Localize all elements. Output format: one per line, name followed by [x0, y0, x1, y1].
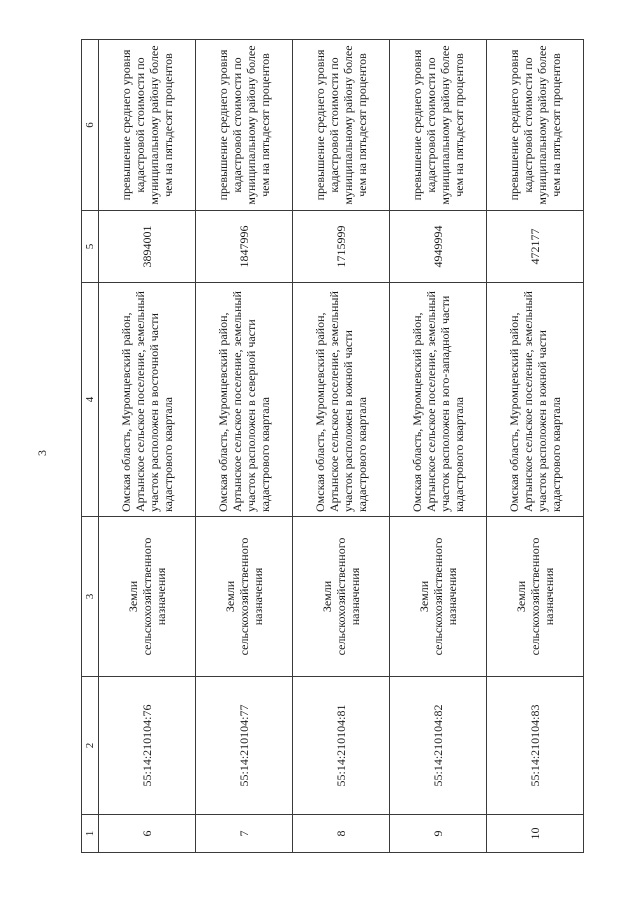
cadastral-value: 1715999 — [293, 211, 390, 283]
table-row — [487, 40, 584, 853]
cadastral-number: 55:14:210104:82 — [390, 677, 487, 815]
land-category: Земли сельскохозяйственного назначения — [487, 517, 584, 677]
reason: превышение среднего уровня кадастровой стоимости по муниципальному району более чем на пятьдесят процентов — [196, 40, 293, 211]
reason: превышение среднего уровня кадастровой стоимости по муниципальному району более чем на пятьдесят процентов — [487, 40, 584, 211]
page-number: 3 — [35, 450, 49, 456]
land-category: Земли сельскохозяйственного назначения — [390, 517, 487, 677]
location: Омская область, Муромцевский район, Артынское сельское поселение, земельный участок расположен в юго-западной части кадастрового квартала — [390, 283, 487, 517]
land-category: Земли сельскохозяйственного назначения — [196, 517, 293, 677]
location: Омская область, Муромцевский район, Артынское сельское поселение, земельный участок расположен в южной части кадастрового квартала — [293, 283, 390, 517]
column-number-row — [82, 40, 99, 853]
row-number: 7 — [196, 815, 293, 853]
row-number: 8 — [293, 815, 390, 853]
land-category: Земли сельскохозяйственного назначения — [99, 517, 196, 677]
reason: превышение среднего уровня кадастровой стоимости по муниципальному району более чем на пятьдесят процентов — [390, 40, 487, 211]
row-number: 10 — [487, 815, 584, 853]
location: Омская область, Муромцевский район, Артынское сельское поселение, земельный участок расположен в северной части кадастрового квартала — [196, 283, 293, 517]
cadastral-value: 3894001 — [99, 211, 196, 283]
column-number: 6 — [82, 40, 99, 211]
table-row — [99, 40, 196, 853]
column-number: 3 — [82, 517, 99, 677]
table-row — [196, 40, 293, 853]
cadastral-value: 4949994 — [390, 211, 487, 283]
cadastral-number: 55:14:210104:81 — [293, 677, 390, 815]
cadastral-number: 55:14:210104:83 — [487, 677, 584, 815]
row-number: 6 — [99, 815, 196, 853]
land-category: Земли сельскохозяйственного назначения — [293, 517, 390, 677]
reason: превышение среднего уровня кадастровой стоимости по муниципальному району более чем на пятьдесят процентов — [293, 40, 390, 211]
register-table — [81, 39, 584, 853]
table-row — [293, 40, 390, 853]
location: Омская область, Муромцевский район, Артынское сельское поселение, земельный участок расположен в южной части кадастрового квартала — [487, 283, 584, 517]
cadastral-value: 1847996 — [196, 211, 293, 283]
column-number: 5 — [82, 211, 99, 283]
table-row — [390, 40, 487, 853]
cadastral-value: 472177 — [487, 211, 584, 283]
register-table-container — [81, 40, 581, 853]
reason: превышение среднего уровня кадастровой стоимости по муниципальному району более чем на пятьдесят процентов — [99, 40, 196, 211]
location: Омская область, Муромцевский район, Артынское сельское поселение, земельный участок расположен в восточной части кадастрового квартала — [99, 283, 196, 517]
row-number: 9 — [390, 815, 487, 853]
column-number: 1 — [82, 815, 99, 853]
column-number: 2 — [82, 677, 99, 815]
column-number: 4 — [82, 283, 99, 517]
cadastral-number: 55:14:210104:76 — [99, 677, 196, 815]
cadastral-number: 55:14:210104:77 — [196, 677, 293, 815]
